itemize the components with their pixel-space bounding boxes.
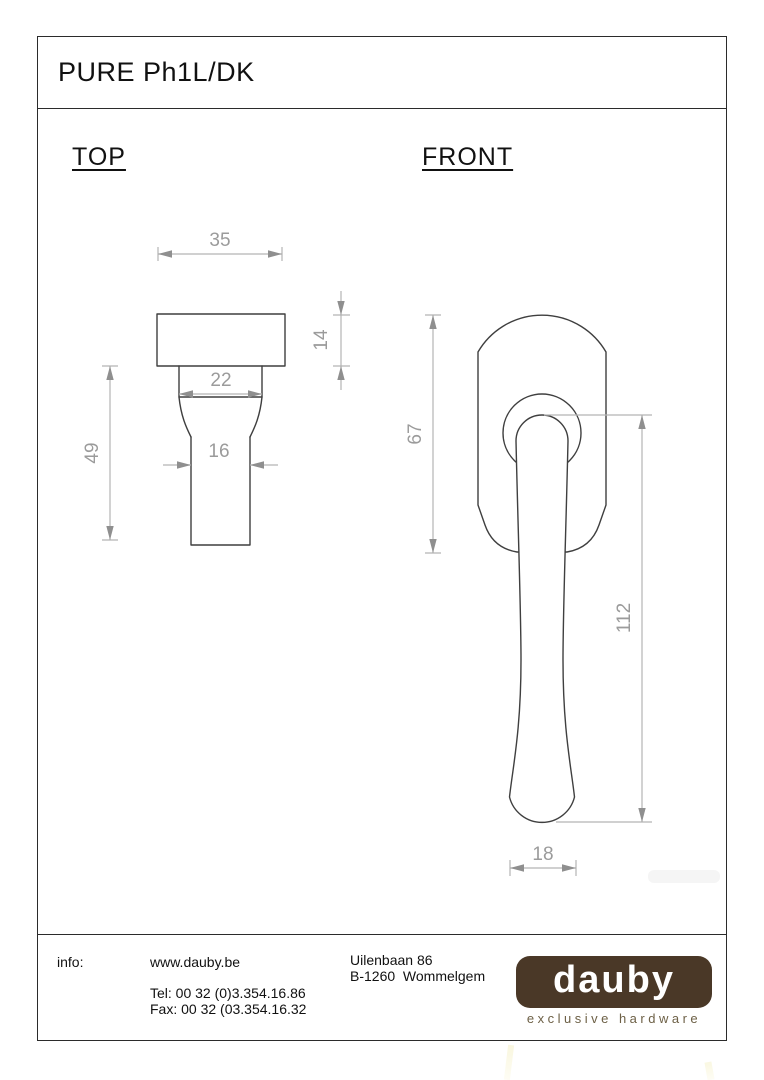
dim-top-total-depth: 49 [82,442,103,464]
telephone-text: Tel: 00 32 (0)3.354.16.86 [150,985,306,1001]
top-view-head [157,314,285,366]
front-view-outline [478,315,606,822]
dim-front-rosette-length: 67 [405,423,426,445]
dauby-logo-tagline: exclusive hardware [526,1011,702,1026]
page-title: PURE Ph1L/DK [58,57,255,87]
top-view-dimensions [82,230,350,540]
dim-front-handle-width: 18 [532,844,554,865]
info-label: info: [57,954,84,970]
dauby-logo-text: dauby [553,959,675,1001]
dim-top-stem-width: 16 [208,441,230,462]
top-view-label: TOP [72,143,126,171]
front-view-label: FRONT [422,143,514,171]
dim-top-neck-width: 22 [210,370,232,391]
fax-text: Fax: 00 32 (03.354.16.32 [150,1001,307,1017]
address-line-2: B-1260 Wommelgem [350,968,486,984]
front-view-lever [510,415,575,822]
scan-smudge [648,870,720,883]
dim-front-handle-length: 112 [614,602,635,634]
dim-top-head-width: 35 [209,230,231,251]
top-view-outline [157,314,285,545]
top-view-taper [179,397,262,437]
dim-top-head-depth: 14 [311,329,332,351]
website-text: www.dauby.be [150,954,241,970]
dauby-logo [516,956,712,1008]
address-line-1: Uilenbaan 86 [350,952,433,968]
